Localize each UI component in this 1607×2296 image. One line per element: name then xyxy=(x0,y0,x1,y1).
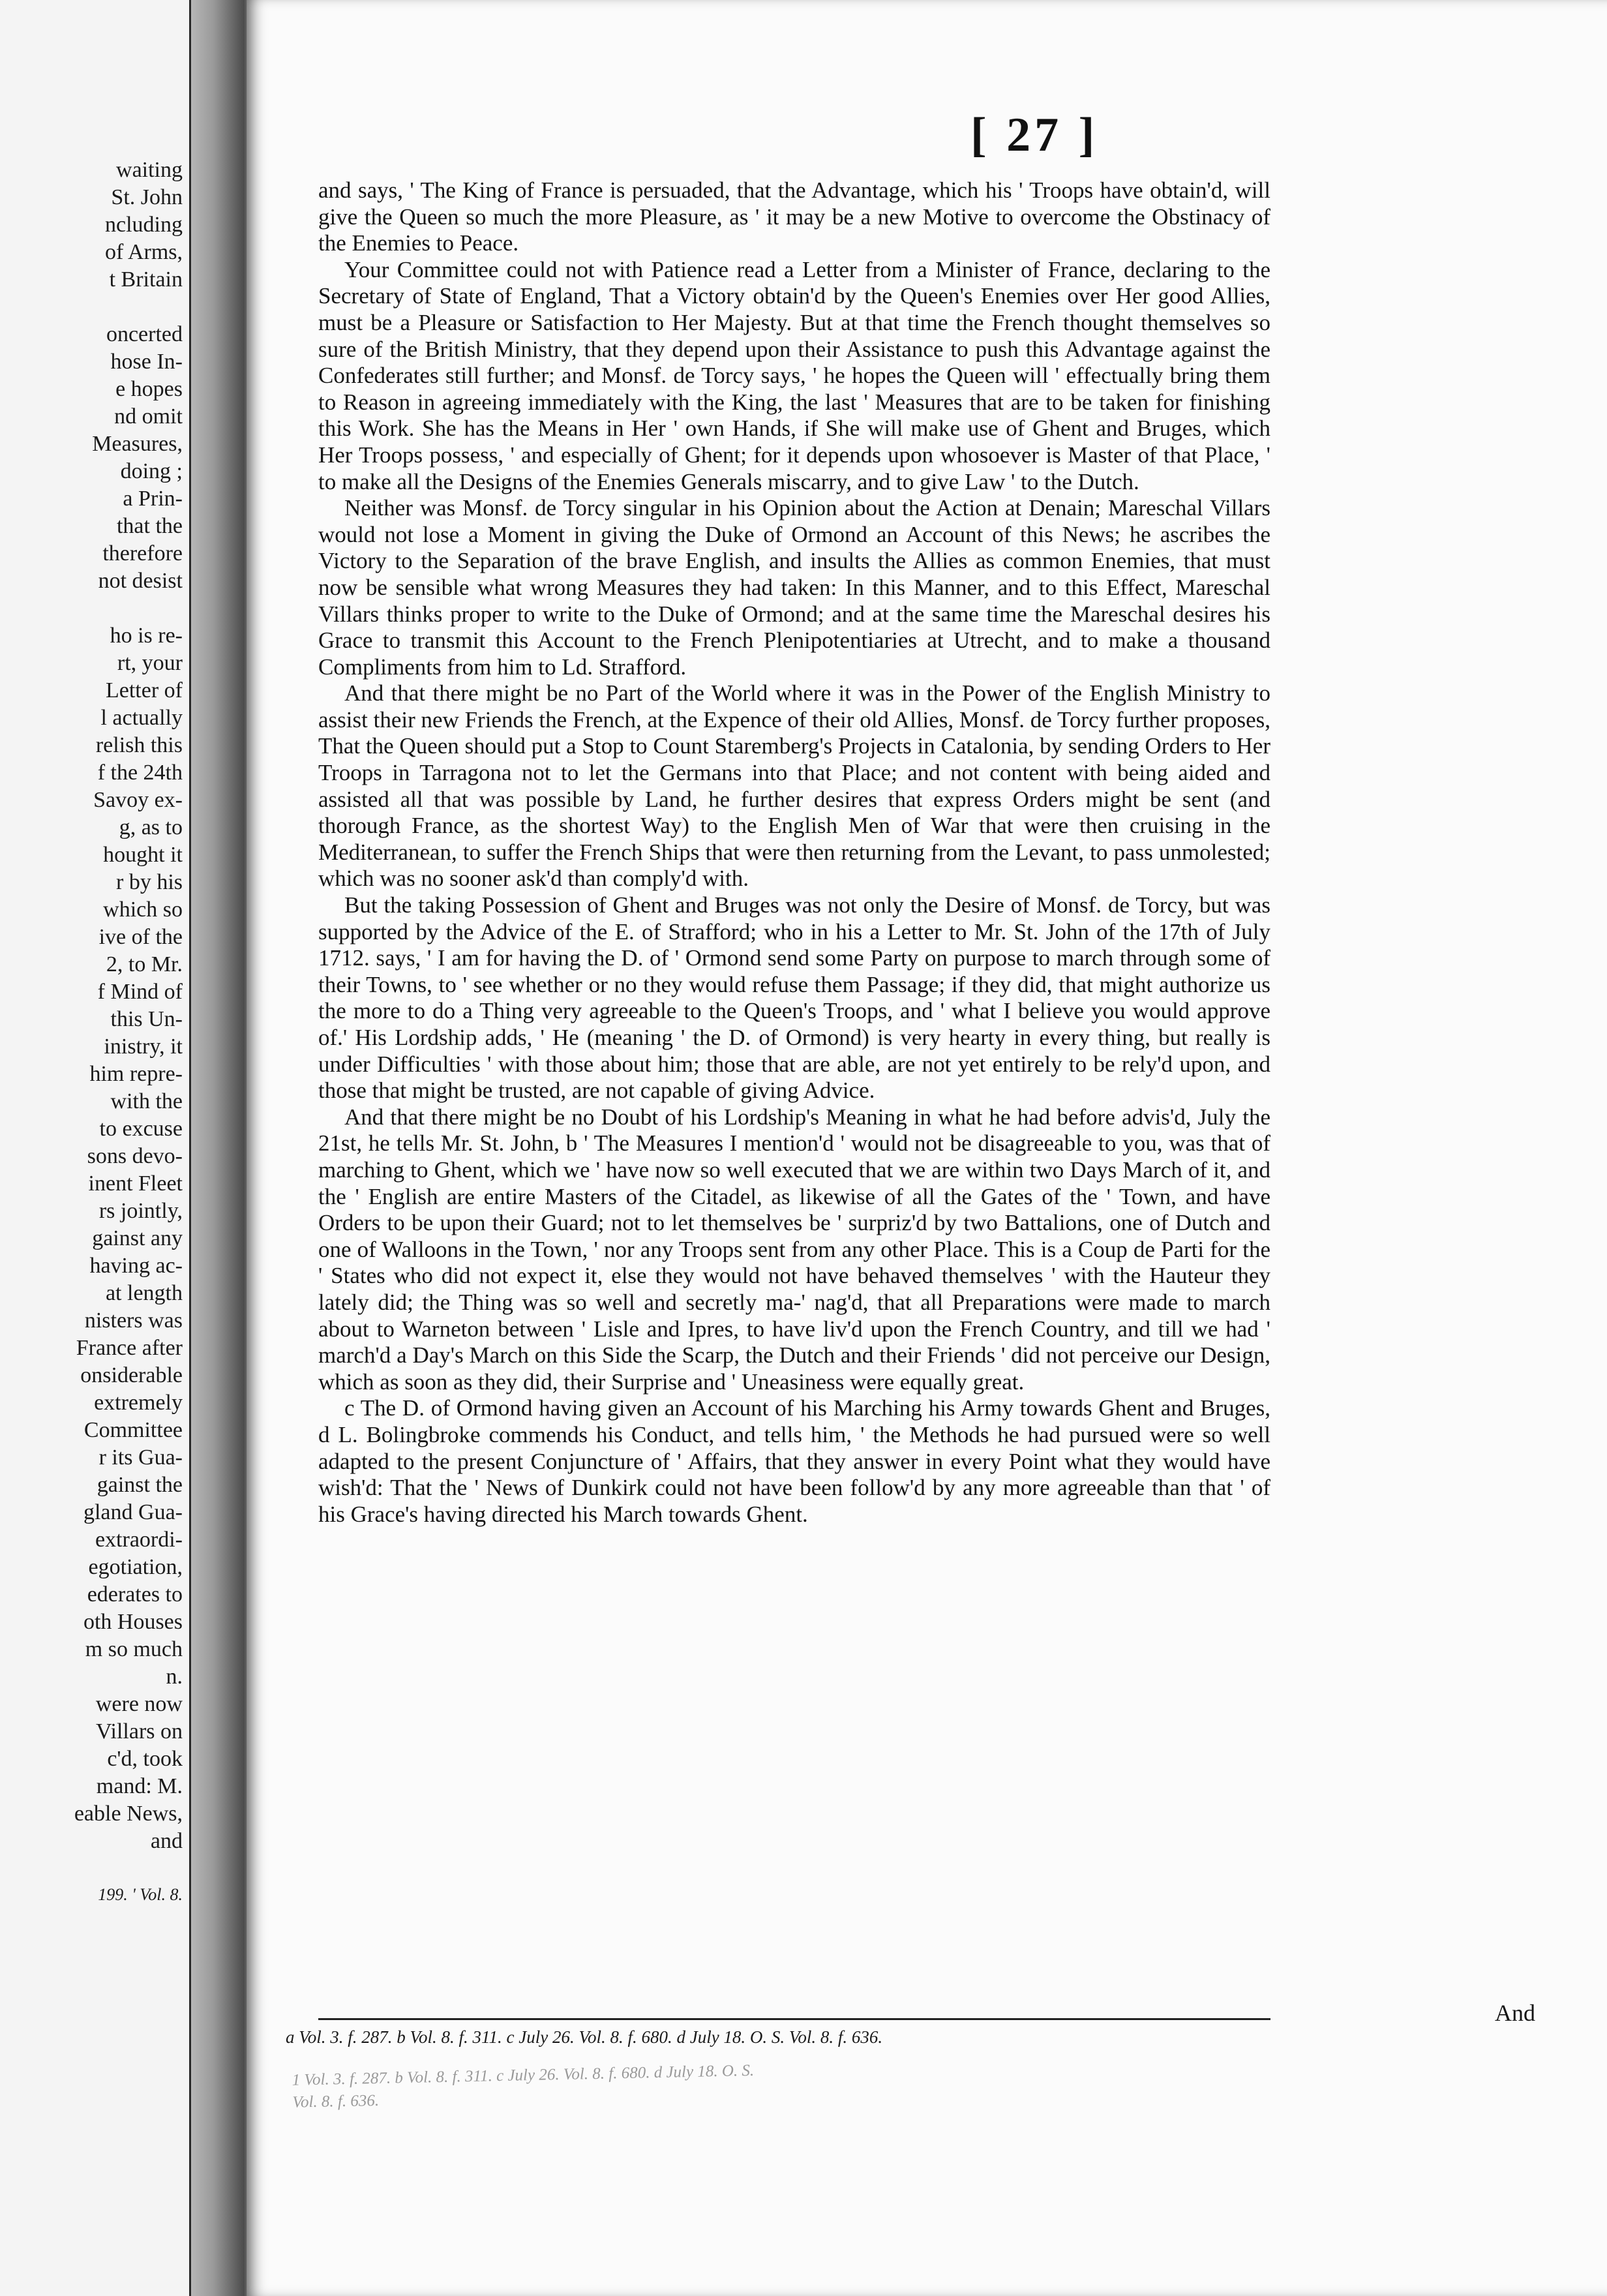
left-page-line: c'd, took xyxy=(107,1747,183,1771)
left-page-line: relish this xyxy=(95,733,183,757)
left-page-line: with the xyxy=(110,1089,183,1113)
left-page-line: r its Gua- xyxy=(98,1445,183,1470)
left-page-line: f Mind of xyxy=(97,980,183,1004)
left-page-line: Measures, xyxy=(92,432,183,456)
left-page-line: which so xyxy=(103,898,183,922)
left-page-line: ive of the xyxy=(98,925,183,949)
left-page-line: ederates to xyxy=(87,1582,183,1607)
paragraph: and says, ' The King of France is persuaded, that the Advantage, which his ' Troops have obtain'd, will give the Queen so much the more Pleasure, as ' it may be a new Motive to overcome the Obstinacy of the Enemies to Peace. xyxy=(318,177,1270,256)
left-page-line xyxy=(0,595,183,622)
left-page-footnote: 199. ' Vol. 8. xyxy=(98,1885,183,1904)
left-page-line: that the xyxy=(116,514,183,538)
paragraph: c The D. of Ormond having given an Account of his Marching his Army towards Ghent and Bruges, d L. Bolingbroke commends his Conduct, and tells him, ' the Methods he had pursued were so well adapted to the present Conjuncture of ' Affairs, that they answer in every Point what they would have wish'd: That the ' News of Dunkirk could not have been follow'd by any more agreeable than that ' of his Grace's having directed his March towards Ghent. xyxy=(318,1395,1270,1527)
left-page-line: onsiderable xyxy=(80,1363,183,1387)
footnotes: a Vol. 3. f. 287. b Vol. 8. f. 311. c July 26. Vol. 8. f. 680. d July 18. O. S. Vol. 8. f. 636. xyxy=(286,2027,883,2047)
bleed-through-line: 1 Vol. 3. f. 287. b Vol. 8. f. 311. c July 26. Vol. 8. f. 680. d July 18. O. S. xyxy=(292,2061,755,2089)
left-page-line: sons devo- xyxy=(87,1144,183,1168)
footnote-divider xyxy=(318,2018,1270,2020)
left-page-line: Savoy ex- xyxy=(93,788,183,812)
left-page-line: extraordi- xyxy=(95,1528,183,1552)
left-page-line: Villars on xyxy=(96,1719,183,1744)
left-page-line: Committee xyxy=(83,1418,183,1442)
paragraph: And that there might be no Part of the World where it was in the Power of the English Ministry to assist their new Friends the French, at the Expence of their old Allies, Monsf. de Torcy further proposes, That the Queen should put a Stop to Count Staremberg's Projects in Catalonia, by sending Orders to Her Troops in Tarragona not to let the Germans into that Place; and not content with being aided and assisted all that was possible by Land, he further desires that express Orders might be sent (and thorough France, as the shortest Way) to the English Men of War that were then cruising in the Mediterranean, to suffer the French Ships that were then returning from the Levant, to pass unmolested; which was no sooner ask'd than comply'd with. xyxy=(318,680,1270,892)
left-page-line: rs jointly, xyxy=(98,1199,183,1223)
left-page-line: doing ; xyxy=(120,459,183,483)
left-page-line: St. John xyxy=(111,185,183,209)
left-page-line: hose In- xyxy=(110,350,183,374)
catchword: And xyxy=(1495,2000,1535,2026)
left-page-line: mand: M. xyxy=(96,1774,183,1798)
left-page-line: gainst any xyxy=(92,1226,183,1250)
left-page-line: having ac- xyxy=(89,1254,183,1278)
left-page-line: 2, to Mr. xyxy=(106,952,183,976)
left-page-line: oth Houses xyxy=(83,1610,183,1634)
left-page-line: France after xyxy=(76,1336,183,1360)
left-page-line: him repre- xyxy=(89,1062,183,1086)
left-page-line: gainst the xyxy=(97,1473,183,1497)
left-page-line: this Un- xyxy=(110,1007,183,1031)
left-page-line: waiting xyxy=(116,158,183,182)
left-page-text xyxy=(0,157,183,1909)
left-page-line: ncluding xyxy=(105,213,183,237)
left-page-line: g, as to xyxy=(119,815,183,839)
paragraph: But the taking Possession of Ghent and Bruges was not only the Desire of Monsf. de Torcy, but was supported by the Advice of the E. of Strafford; who in his a Letter to Mr. St. John of the 17th of July 1712. says, ' I am for having the D. of ' Ormond send some Party on purpose to march through some of their Towns, to ' see whether or no they would refuse them Passage; if they did, that might authorize us the more to do a Thing very agreeable to the Queen's Troops, and ' what I believe you would approve of.' His Lordship adds, ' He (meaning ' the D. of Ormond) is very hearty in every thing, but really is under Difficulties ' with those about him; those that are able, are not yet entirely to be rely'd upon, and those that might be trusted, are not capable of giving Advice. xyxy=(318,892,1270,1104)
main-page xyxy=(247,0,1607,2296)
paragraph: Neither was Monsf. de Torcy singular in his Opinion about the Action at Denain; Mareschal Villars would not lose a Moment in giving the Duke of Ormond an Account of this News; he ascribes the Victory to the Separation of the brave English, and insults the Allies as common Enemies, that must now be sensible what wrong Measures they had taken: In this Manner, and to this Effect, Mareschal Villars thinks proper to write to the Duke of Ormond; and at the same time the Mareschal desires his Grace to transmit this Account to the French Plenipotentiaries at Utrecht, and to make a thousand Compliments from him to Ld. Strafford. xyxy=(318,495,1270,680)
left-page-line: were now xyxy=(95,1692,183,1716)
paragraph: And that there might be no Doubt of his Lordship's Meaning in what he had before advis'd, July the 21st, he tells Mr. St. John, b ' The Measures I mention'd ' would not be disagreeable to you, was that of marching to Ghent, which we ' have now so well executed that we are within two Days March of it, and the ' English are entire Masters of the Citadel, as likewise of all the Gates of the ' Town, and have Orders to be upon their Guard; not to let themselves be ' surpriz'd by two Battalions, one of Dutch and one of Walloons in the Town, ' nor any Troops sent from any other Place. This is a Coup de Parti for the ' States who did not expect it, else they would not have behaved themselves ' with the Hauteur they lately did; the Thing was so well and secretly ma-' nag'd, that all Preparations were made to march about to Warneton between ' Lisle and Ipres, to have liv'd upon the French Country, and till we had ' march'd a Day's March on this Side the Scarp, the Dutch and their Friends ' did not perceive our Design, which as soon as they did, their Surprise and ' Uneasiness were equally great. xyxy=(318,1104,1270,1395)
left-page-line: at length xyxy=(105,1281,183,1305)
left-page-line: t Britain xyxy=(109,267,183,292)
left-page-line: inistry, it xyxy=(104,1035,183,1059)
left-page-line: n. xyxy=(166,1665,183,1689)
bleed-through-text xyxy=(292,2051,1270,2115)
left-page-line: nisters was xyxy=(84,1308,183,1333)
left-page-line: of Arms, xyxy=(105,240,183,264)
left-page-line: inent Fleet xyxy=(88,1171,183,1196)
left-page-line: extremely xyxy=(94,1391,183,1415)
left-page-line: therefore xyxy=(102,541,183,566)
left-page-line: egotiation, xyxy=(88,1555,183,1579)
left-page-line: not desist xyxy=(98,569,183,593)
left-page-line: a Prin- xyxy=(123,487,183,511)
left-page-line: to excuse xyxy=(99,1117,183,1141)
left-page-line: hought it xyxy=(103,843,183,867)
left-page-line: l actually xyxy=(100,706,183,730)
left-page-line: Letter of xyxy=(106,678,183,702)
left-page-line: r by his xyxy=(116,870,183,894)
left-page-line: gland Gua- xyxy=(83,1500,183,1524)
page-number: [ 27 ] xyxy=(970,108,1099,162)
left-page-line: e hopes xyxy=(115,377,183,401)
left-page-line: and xyxy=(150,1829,183,1853)
left-page-line: m so much xyxy=(85,1637,183,1661)
left-page-line: oncerted xyxy=(106,322,183,346)
left-page-line: nd omit xyxy=(114,404,183,429)
left-page-line xyxy=(0,294,183,321)
bleed-through-line: Vol. 8. f. 636. xyxy=(292,2091,380,2111)
left-page-line: ho is re- xyxy=(110,624,183,648)
body-text xyxy=(318,177,1270,1528)
left-page-line: eable News, xyxy=(74,1802,183,1826)
left-page-line: rt, your xyxy=(117,651,183,675)
paragraph: Your Committee could not with Patience read a Letter from a Minister of France, declaring to the Secretary of State of England, That a Victory obtain'd by the Queen's Enemies over Her good Allies, must be a Pleasure or Satisfaction to Her Majesty. But at that time the French thought themselves so sure of the British Ministry, that they depend upon their Assistance to push this Advantage against the Confederates still further; and Monsf. de Torcy says, ' he hopes the Queen will ' effectually bring them to Reason in agreeing immediately with the King, the last ' Measures that are to be taken for finishing this Work. She has the Means in Her ' own Hands, if She will make use of Ghent and Bruges, which Her Troops possess, ' and especially of Ghent; for it depends upon whosoever is Master of that Place, ' to make all the Designs of the Enemies Generals miscarry, and to give Law ' to the Dutch. xyxy=(318,256,1270,494)
left-page-line: f the 24th xyxy=(97,761,183,785)
left-page-fragment xyxy=(0,0,191,2296)
